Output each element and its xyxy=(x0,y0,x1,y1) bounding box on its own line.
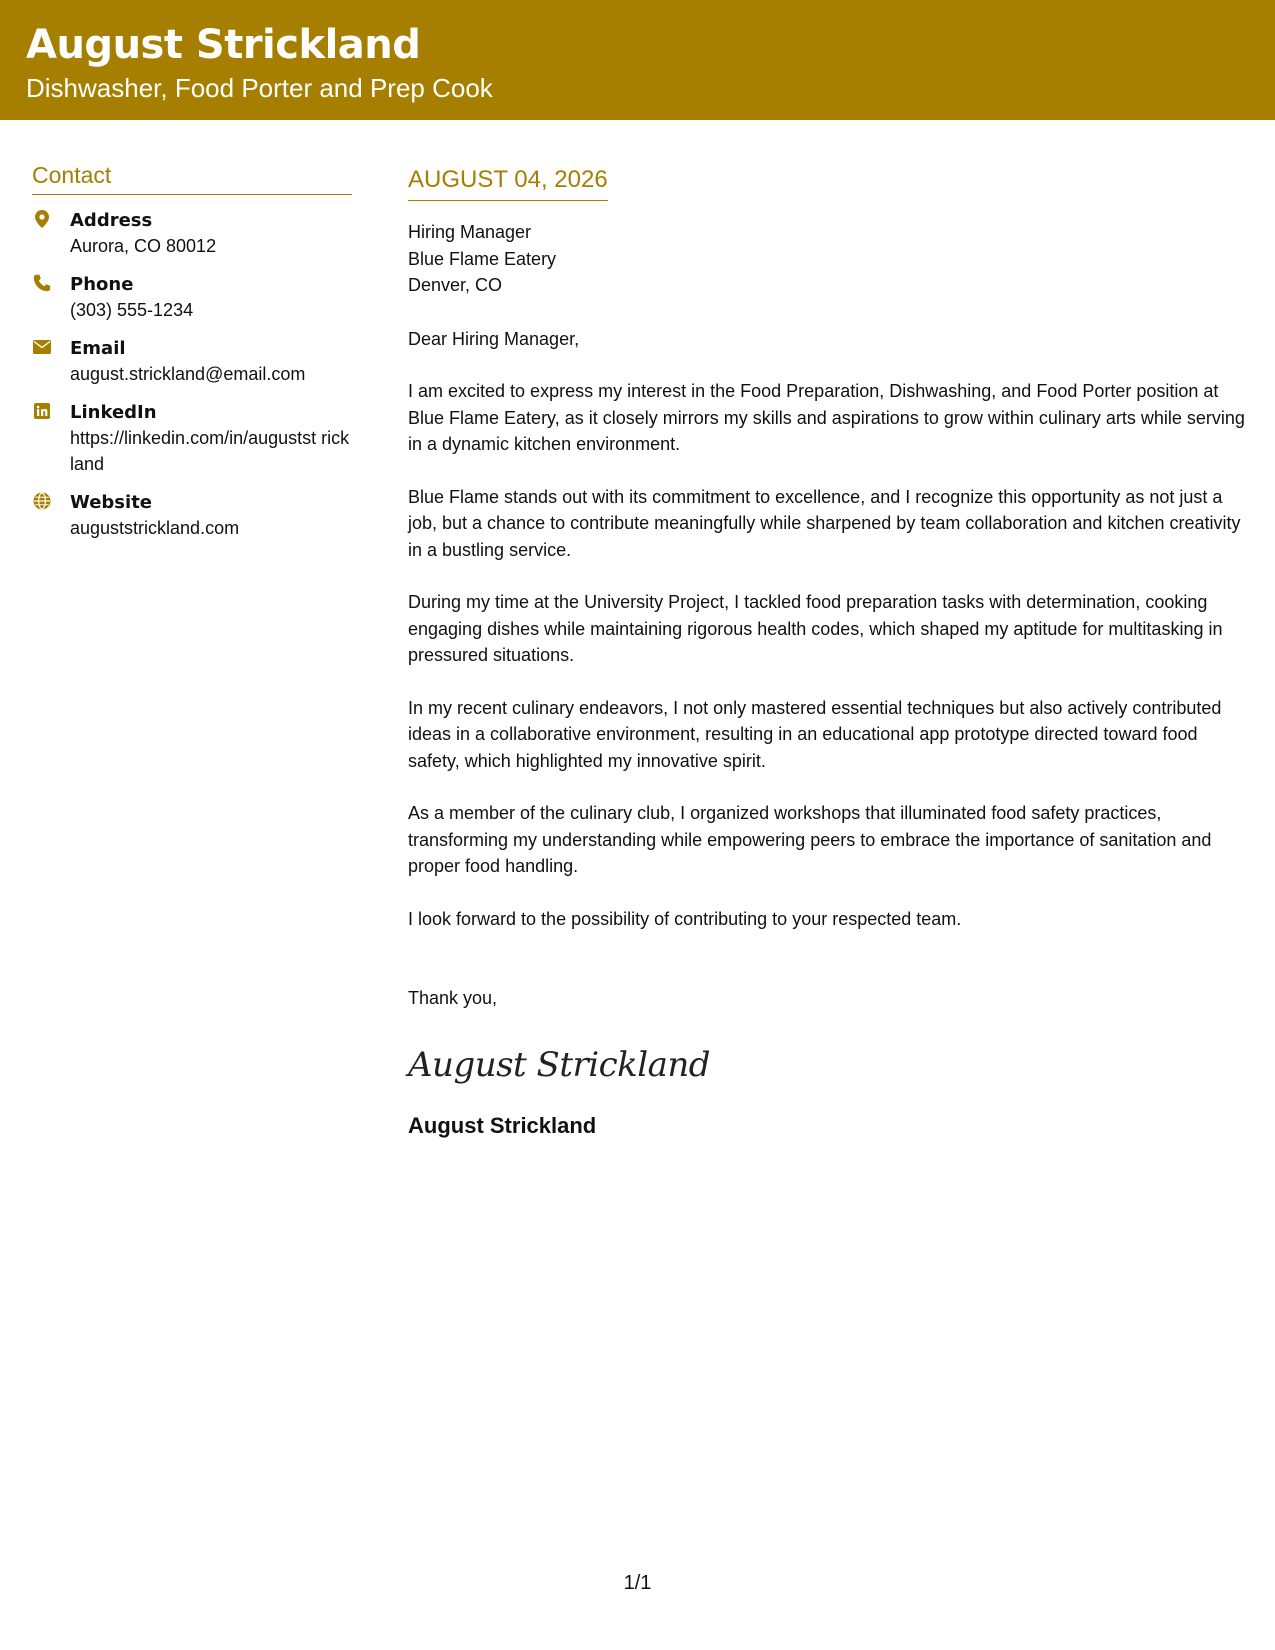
map-pin-icon xyxy=(32,209,52,229)
contact-label: Email xyxy=(70,338,126,359)
contact-value: auguststrickland.com xyxy=(70,518,240,538)
recipient-company: Blue Flame Eatery xyxy=(408,248,557,269)
paragraph: In my recent culinary endeavors, I not only mastered essential techniques but also actively contributed ideas in a collaborative environment, resulting in an educational app prototype directed toward food safety, which highlighted my innovative spirit. xyxy=(408,697,1222,771)
phone-icon xyxy=(32,273,52,293)
paragraph: I look forward to the possibility of contributing to your respected team. xyxy=(408,908,962,929)
recipient-title: Hiring Manager xyxy=(408,222,532,242)
contact-website xyxy=(32,491,352,541)
envelope-icon xyxy=(32,337,52,357)
recipient-block xyxy=(408,219,1248,299)
contact-value: (303) 555-1234 xyxy=(70,300,194,320)
contact-label: Address xyxy=(70,210,153,231)
signature-text: August Strickland xyxy=(408,1044,711,1085)
contact-address xyxy=(32,209,352,259)
applicant-role: Dishwasher, Food Porter and Prep Cook xyxy=(26,73,493,103)
paragraph: I am excited to express my interest in the Food Preparation, Dishwashing, and Food Porter position at Blue Flame Eatery, as it closely mirrors my skills and aspirations to grow within culinary arts while serving in a dynamic kitchen environment. xyxy=(408,381,1245,454)
contact-label: LinkedIn xyxy=(70,402,157,423)
contact-heading: Contact xyxy=(32,162,352,195)
signed-name: August Strickland xyxy=(408,1112,597,1138)
contact-email xyxy=(32,337,352,387)
globe-icon xyxy=(32,491,52,511)
contact-value: august.strickland@email.com xyxy=(70,364,306,384)
header-banner xyxy=(0,0,1275,120)
cover-letter-body xyxy=(408,165,1248,1140)
salutation: Dear Hiring Manager, xyxy=(408,328,580,349)
contact-phone xyxy=(32,273,352,323)
paragraph: Blue Flame stands out with its commitment to excellence, and I recognize this opportunity as not just a job, but a chance to contribute meaningfully while sharpened by team collaboration and kitchen creativity in a bustling service. xyxy=(408,486,1241,560)
letter-date: AUGUST 04, 2026 xyxy=(408,165,608,201)
handwritten-signature xyxy=(408,1040,711,1090)
linkedin-icon xyxy=(32,401,52,421)
paragraph: During my time at the University Project, I tackled food preparation tasks with determination, cooking engaging dishes while maintaining rigorous health codes, which shaped my aptitude for multitasking in pressured situations. xyxy=(408,592,1223,665)
contact-label: Website xyxy=(70,492,153,513)
applicant-name: August Strickland xyxy=(26,22,421,68)
contact-linkedin xyxy=(32,401,352,477)
closing: Thank you, xyxy=(408,988,498,1008)
contact-value: Aurora, CO 80012 xyxy=(70,236,217,256)
page-number: 1/1 xyxy=(623,1572,652,1594)
contact-sidebar xyxy=(32,162,352,541)
recipient-location: Denver, CO xyxy=(408,275,503,295)
paragraph: As a member of the culinary club, I organized workshops that illuminated food safety practices, transforming my understanding while empowering peers to embrace the importance of sanitation and proper food handling. xyxy=(408,803,1212,876)
contact-value: https://linkedin.com/in/augustst rickland xyxy=(70,428,350,474)
contact-label: Phone xyxy=(70,274,134,295)
